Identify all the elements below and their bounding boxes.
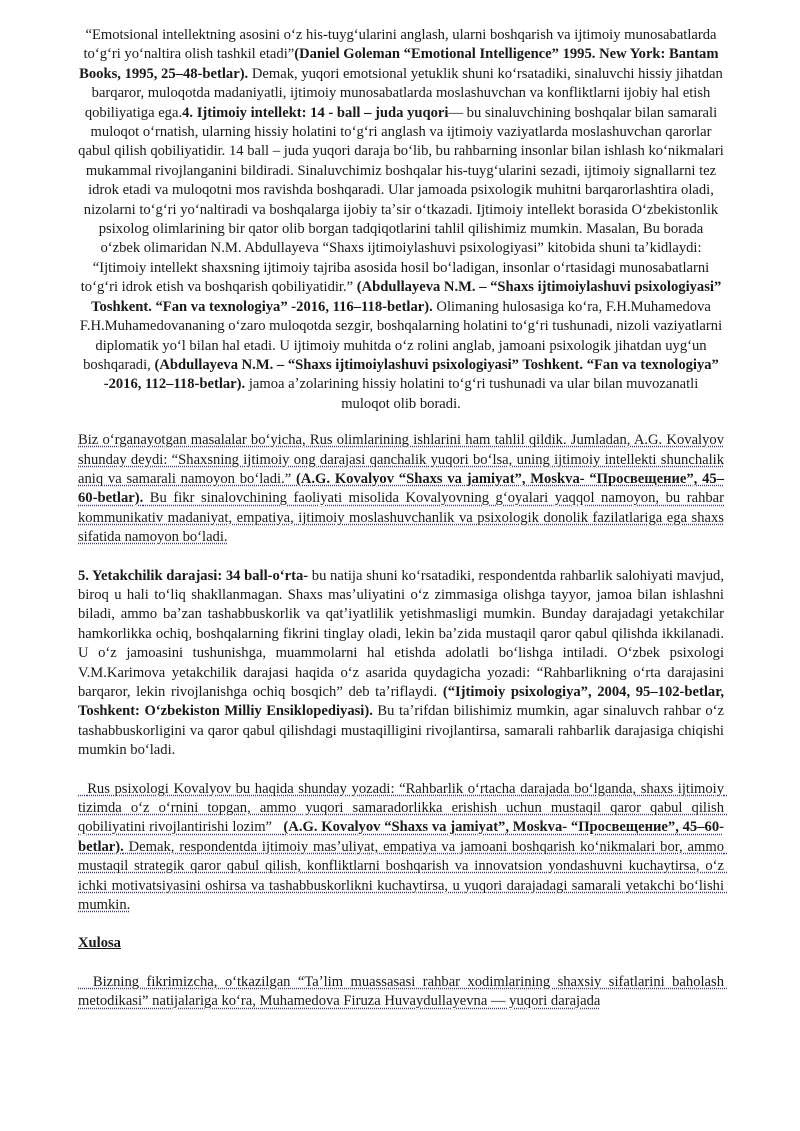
- text-run: — bu sinaluvchining boshqalar bilan samarali muloqot oʻrnatish, ularning hissiy holatini toʻgʻri anglash va ijtimoiy vaziyatlarda moslashuvchan qarorlar qabul qilish qobiliyatidir. 14 ball – juda yuqori daraja boʻlib, bu rahbarning insonlar bilan ishlash koʻnikmalari mukammal rivojlanganini bildiradi. Sinaluvchimiz boshqalar his-tuygʻularini sezadi, ijtimoiy signallarni tez idrok etadi va muloqotni mos ravishda boshqaradi. Ular jamoada psixologik muhitni barqarorlashtira oladi, nizolarni toʻgʻri yoʻnaltiradi va boshqalarga ijobiy taʼsir oʻtkazadi. Ijtimoiy intellekt borasida Oʻzbekistonlik psixolog olimlarining bir qator olib borgan tadqiqotlarini tahlil qilishimiz mumkin. Masalan, Bu borada oʻzbek olimaridan N.M. Abdullayeva “Shaxs ijtimoiylashuvi psixologiyasi” kitobida shuni taʼkidlaydi: “Ijtimoiy intellekt shaxsning ijtimoiy tajriba asosida hosil boʻladigan, insonlar oʻrtasidagi munosabatlarni toʻgʻri idrok etish va boshqarish qobiliyatidir.”: [78, 104, 724, 296]
- text-run: Rus psixologi Kovalyov bu haqida shunday yozadi: “Rahbarlik oʻrtacha darajada boʻlganda, shaxs ijtimoiy tizimda oʻz oʻrnini topgan, ammo yuqori samaradorlikka erishish uchun mustaqil qaror qabul qilish qobiliyatini rivojlantirishi lozim”: [78, 780, 728, 836]
- paragraph-leadership-level: [78, 567, 724, 761]
- text-run: Bu taʼrifdan bilishimiz mumkin, agar sinaluvch rahbar oʻz tashabbuskorligini va qaror qabul qilishdagi mustaqilligini rivojlantirsa, samarali rahbarlik darajasiga chiqishi mumkin boʻladi.: [78, 703, 724, 759]
- paragraph-conclusion: [78, 973, 728, 1012]
- text-run: jamoa aʼzolarining hissiy holatini toʻgʻri tushunadi va ular bilan muvozanatli muloqot olib boradi.: [245, 376, 699, 412]
- text-run: bu natija shuni koʻrsatadiki, respondentda rahbarlik salohiyati mavjud, biroq u hali toʻliq shakllanmagan. Shaxs masʼuliyatini oʻz zimmasiga olishga tayyor, jamoa bilan ishlashni biladi, ammo baʼzan tashabbuskorlik va qatʼiyatlilik yetishmasligi mumkin. Bunday darajadagi yetakchilar hamkorlikka ochiq, boshqalarning fikrini tinglay oladi, lekin baʼzida mustaqil qaror qabul qilishda ikkilanadi. U oʻz jamoasini tushunishga, muammolarni hal etishda adolatli boʻlishga intiladi. Oʻzbek psixologi V.M.Karimova yetakchilik darajasi haqida oʻz asarida quydagicha yozadi: “Rahbarlikning oʻrta darajasini barqaror, lekin rivojlanishga ochiq bosqich” deb taʼriflaydi.: [78, 567, 725, 700]
- text-run: “Emotsional intellektning asosini oʻz his-tuygʻularini anglash, ularni boshqarish va ijtimoiy munosabatlarda toʻgʻri yoʻnaltira olish tashkil etadi”: [83, 27, 717, 63]
- text-run: Bu fikr sinalovchining faoliyati misolida Kovalyovning gʻoyalari yaqqol namoyon, bu rahbar kommunikativ madaniyat, empatiya, ijtimoiy moslashuvchanlik va psixologik donolik fazilatlariga ega shaxs sifatida namoyon boʻladi.: [78, 490, 724, 546]
- text-run: Demak, respondentda ijtimoiy masʼuliyat, empatiya va jamoani boshqarish koʻnikmalari bor, ammo mustaqil strategik qaror qabul qilish, konfliktlarni boshqarish va innovatsion yondashuvni kuchaytirsa, oʻz ichki motivatsiyasini oshirsa va tashabbuskorlikni kuchaytirsa, u yuqori darajadagi samarali yetakchi boʻlishi mumkin.: [78, 838, 728, 914]
- text-run: Demak, yuqori emotsional yetuklik shuni koʻrsatadiki, sinaluvchi hissiy jihatdan barqaror, muloqotda madaniyatli, ijtimoiy munosabatlarda moslashuvchan va konfliktlarni ijobiy hal etish qobiliyatiga ega.: [84, 65, 723, 121]
- citation-kovalyov-1: (A.G. Kovalyov “Shaxs va jamiyat”, Moskva- “Просвещение”, 45–60-betlar).: [78, 470, 724, 507]
- paragraph-emotional-social-intellect: [78, 26, 724, 414]
- text-run: Biz oʻrganayotgan masalalar boʻyicha, Rus olimlarining ishlarini ham tahlil qildik. Jumladan, A.G. Kovalyov shunday deydi: “Shaxsning ijtimoiy ong darajasi qanchalik yuqori boʻlsa, uning ijtimoiy intellekti shunchalik aniq va samarali namoyon boʻladi.”: [78, 432, 724, 487]
- citation-karimova: (“Ijtimoiy psixologiya”, 2004, 95–102-betlar, Toshkent: Oʻzbekiston Milliy Ensiklopediyasi).: [78, 684, 724, 720]
- citation-abdullayeva-2: (Abdullayeva N.M. – “Shaxs ijtimoiylashuvi psixologiyasi” Toshkent. “Fan va texnologiya” -2016, 112–118-betlar).: [103, 356, 719, 393]
- citation-abdullayeva-1: (Abdullayeva N.M. – “Shaxs ijtimoiylashuvi psixologiyasi” Toshkent. “Fan va texnologiya” -2016, 116–118-betlar).: [91, 279, 722, 315]
- text-run: Olimaning hulosasiga koʻra, F.H.Muhamedova F.H.Muhamedovananing oʻzaro muloqotda sezgir, boshqalarning holatini toʻgʻri tushunadi, nizoli vaziyatlarni diplomatik yoʻl bilan hal etadi. U ijtimoiy muhitda oʻz rolini anglab, jamoani psixologik jihatdan uygʻun boshqaradi,: [79, 298, 723, 373]
- paragraph-kovalyov: [78, 431, 724, 547]
- citation-goleman: (Daniel Goleman “Emotional Intelligence” 1995. New York: Bantam Books, 1995, 25–48-betlar).: [79, 46, 719, 82]
- section-4-heading: 4. Ijtimoiy intellekt: 14 - ball – juda yuqori: [182, 104, 449, 121]
- conclusion-heading: Xulosa: [78, 935, 121, 952]
- document-page: [78, 26, 728, 1012]
- section-5-heading: 5. Yetakchilik darajasi: 34 ball-oʻrta-: [78, 567, 309, 584]
- text-run: Bizning fikrimizcha, oʻtkazilgan “Taʼlim muassasasi rahbar xodimlarining shaxsiy sifatlarini baholash metodikasi” natijalariga koʻra, Muhamedova Firuza Huvaydullayevna — yuqori darajada: [78, 973, 728, 1010]
- paragraph-kovalyov-leadership: [78, 780, 728, 916]
- citation-kovalyov-2: (A.G. Kovalyov “Shaxs va jamiyat”, Moskva- “Просвещение”, 45–60-betlar).: [78, 819, 724, 855]
